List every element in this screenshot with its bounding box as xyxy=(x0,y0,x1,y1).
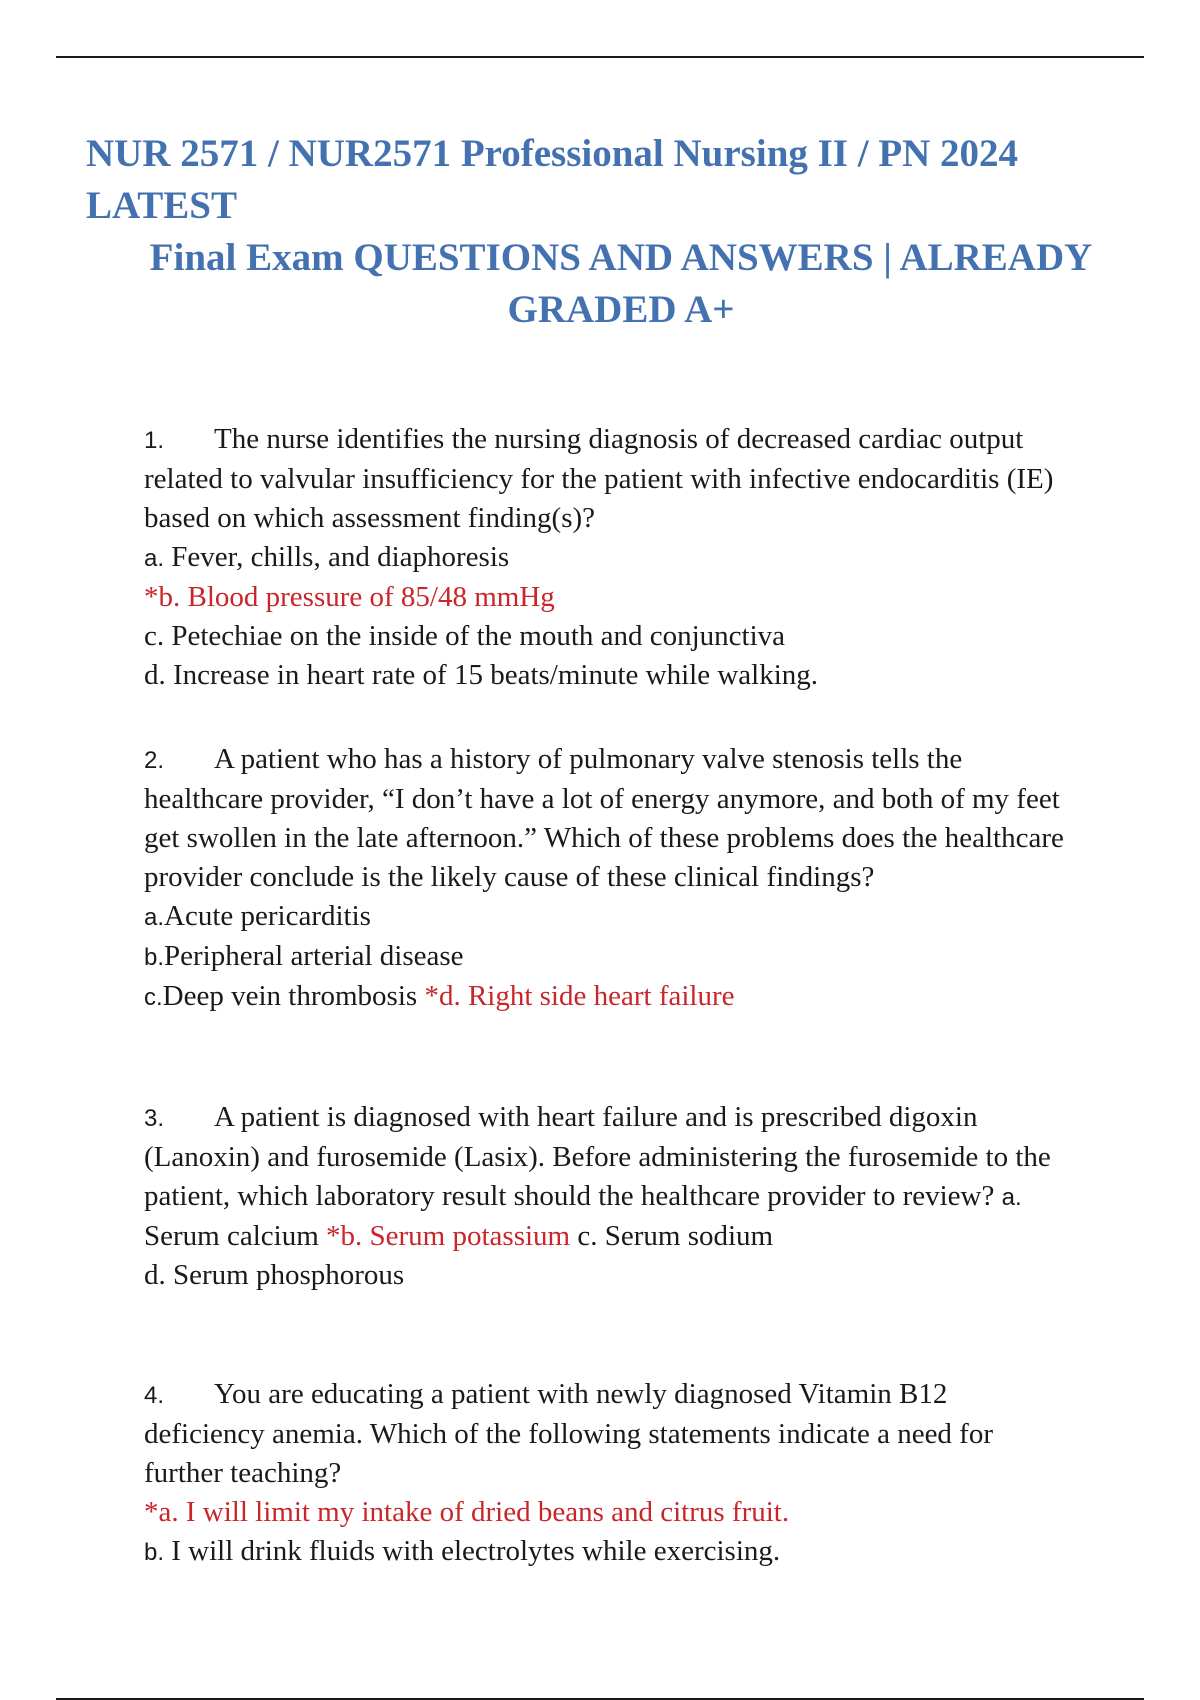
question-stem: The nurse identifies the nursing diagnosis of decreased cardiac output related to valvular insufficiency for the patient with infective endocarditis (IE) based on which assessment finding(s)? xyxy=(144,423,1054,534)
question-4 xyxy=(144,1375,1064,1572)
question-1 xyxy=(144,420,1064,695)
question-stem: You are educating a patient with newly diagnosed Vitamin B12 deficiency anemia. Which of the following statements indicate a need for further teaching? xyxy=(144,1378,994,1489)
option-a-correct: *a. I will limit my intake of dried beans and citrus fruit. xyxy=(144,1496,790,1528)
question-number: 3. xyxy=(144,1105,165,1132)
question-number: 2. xyxy=(144,747,165,774)
title-line-2: Final Exam QUESTIONS AND ANSWERS | ALREADY GRADED A+ xyxy=(149,236,1093,331)
question-stem: A patient who has a history of pulmonary valve stenosis tells the healthcare provider, “I don’t have a lot of energy anymore, and both of my feet get swollen in the late afternoon.” Which of these problems does the healthcare provider conclude is the likely cause of these clinical findings? xyxy=(144,743,1064,893)
option-a: a. Serum calcium xyxy=(144,1184,1022,1252)
option-c: c.Deep vein thrombosis xyxy=(144,980,418,1012)
option-a: a.Acute pericarditis xyxy=(144,900,371,932)
question-3 xyxy=(144,1098,1064,1295)
option-b: b.Peripheral arterial disease xyxy=(144,940,464,972)
question-number: 1. xyxy=(144,427,165,454)
option-a: a. Fever, chills, and diaphoresis xyxy=(144,541,510,573)
option-b-correct: *b. Blood pressure of 85/48 mmHg xyxy=(144,581,555,613)
title-line-1: NUR 2571 / NUR2571 Professional Nursing II / PN 2024 LATEST xyxy=(86,132,1019,227)
question-stem: A patient is diagnosed with heart failure and is prescribed digoxin (Lanoxin) and furosemide (Lasix). Before administering the furosemide to the patient, which laboratory result should the healthcare provider to review? xyxy=(144,1101,1051,1212)
option-d-correct: *d. Right side heart failure xyxy=(424,980,735,1012)
option-c: c. Petechiae on the inside of the mouth and conjunctiva xyxy=(144,620,786,652)
option-d: d. Serum phosphorous xyxy=(144,1259,405,1291)
option-d: d. Increase in heart rate of 15 beats/minute while walking. xyxy=(144,659,819,691)
option-c: c. Serum sodium xyxy=(577,1220,774,1252)
top-rule xyxy=(56,56,1144,58)
question-number: 4. xyxy=(144,1382,165,1409)
document-title xyxy=(86,128,1126,336)
question-2 xyxy=(144,740,1064,1017)
option-b-correct: *b. Serum potassium xyxy=(326,1220,571,1252)
option-b: b. I will drink fluids with electrolytes while exercising. xyxy=(144,1535,781,1567)
